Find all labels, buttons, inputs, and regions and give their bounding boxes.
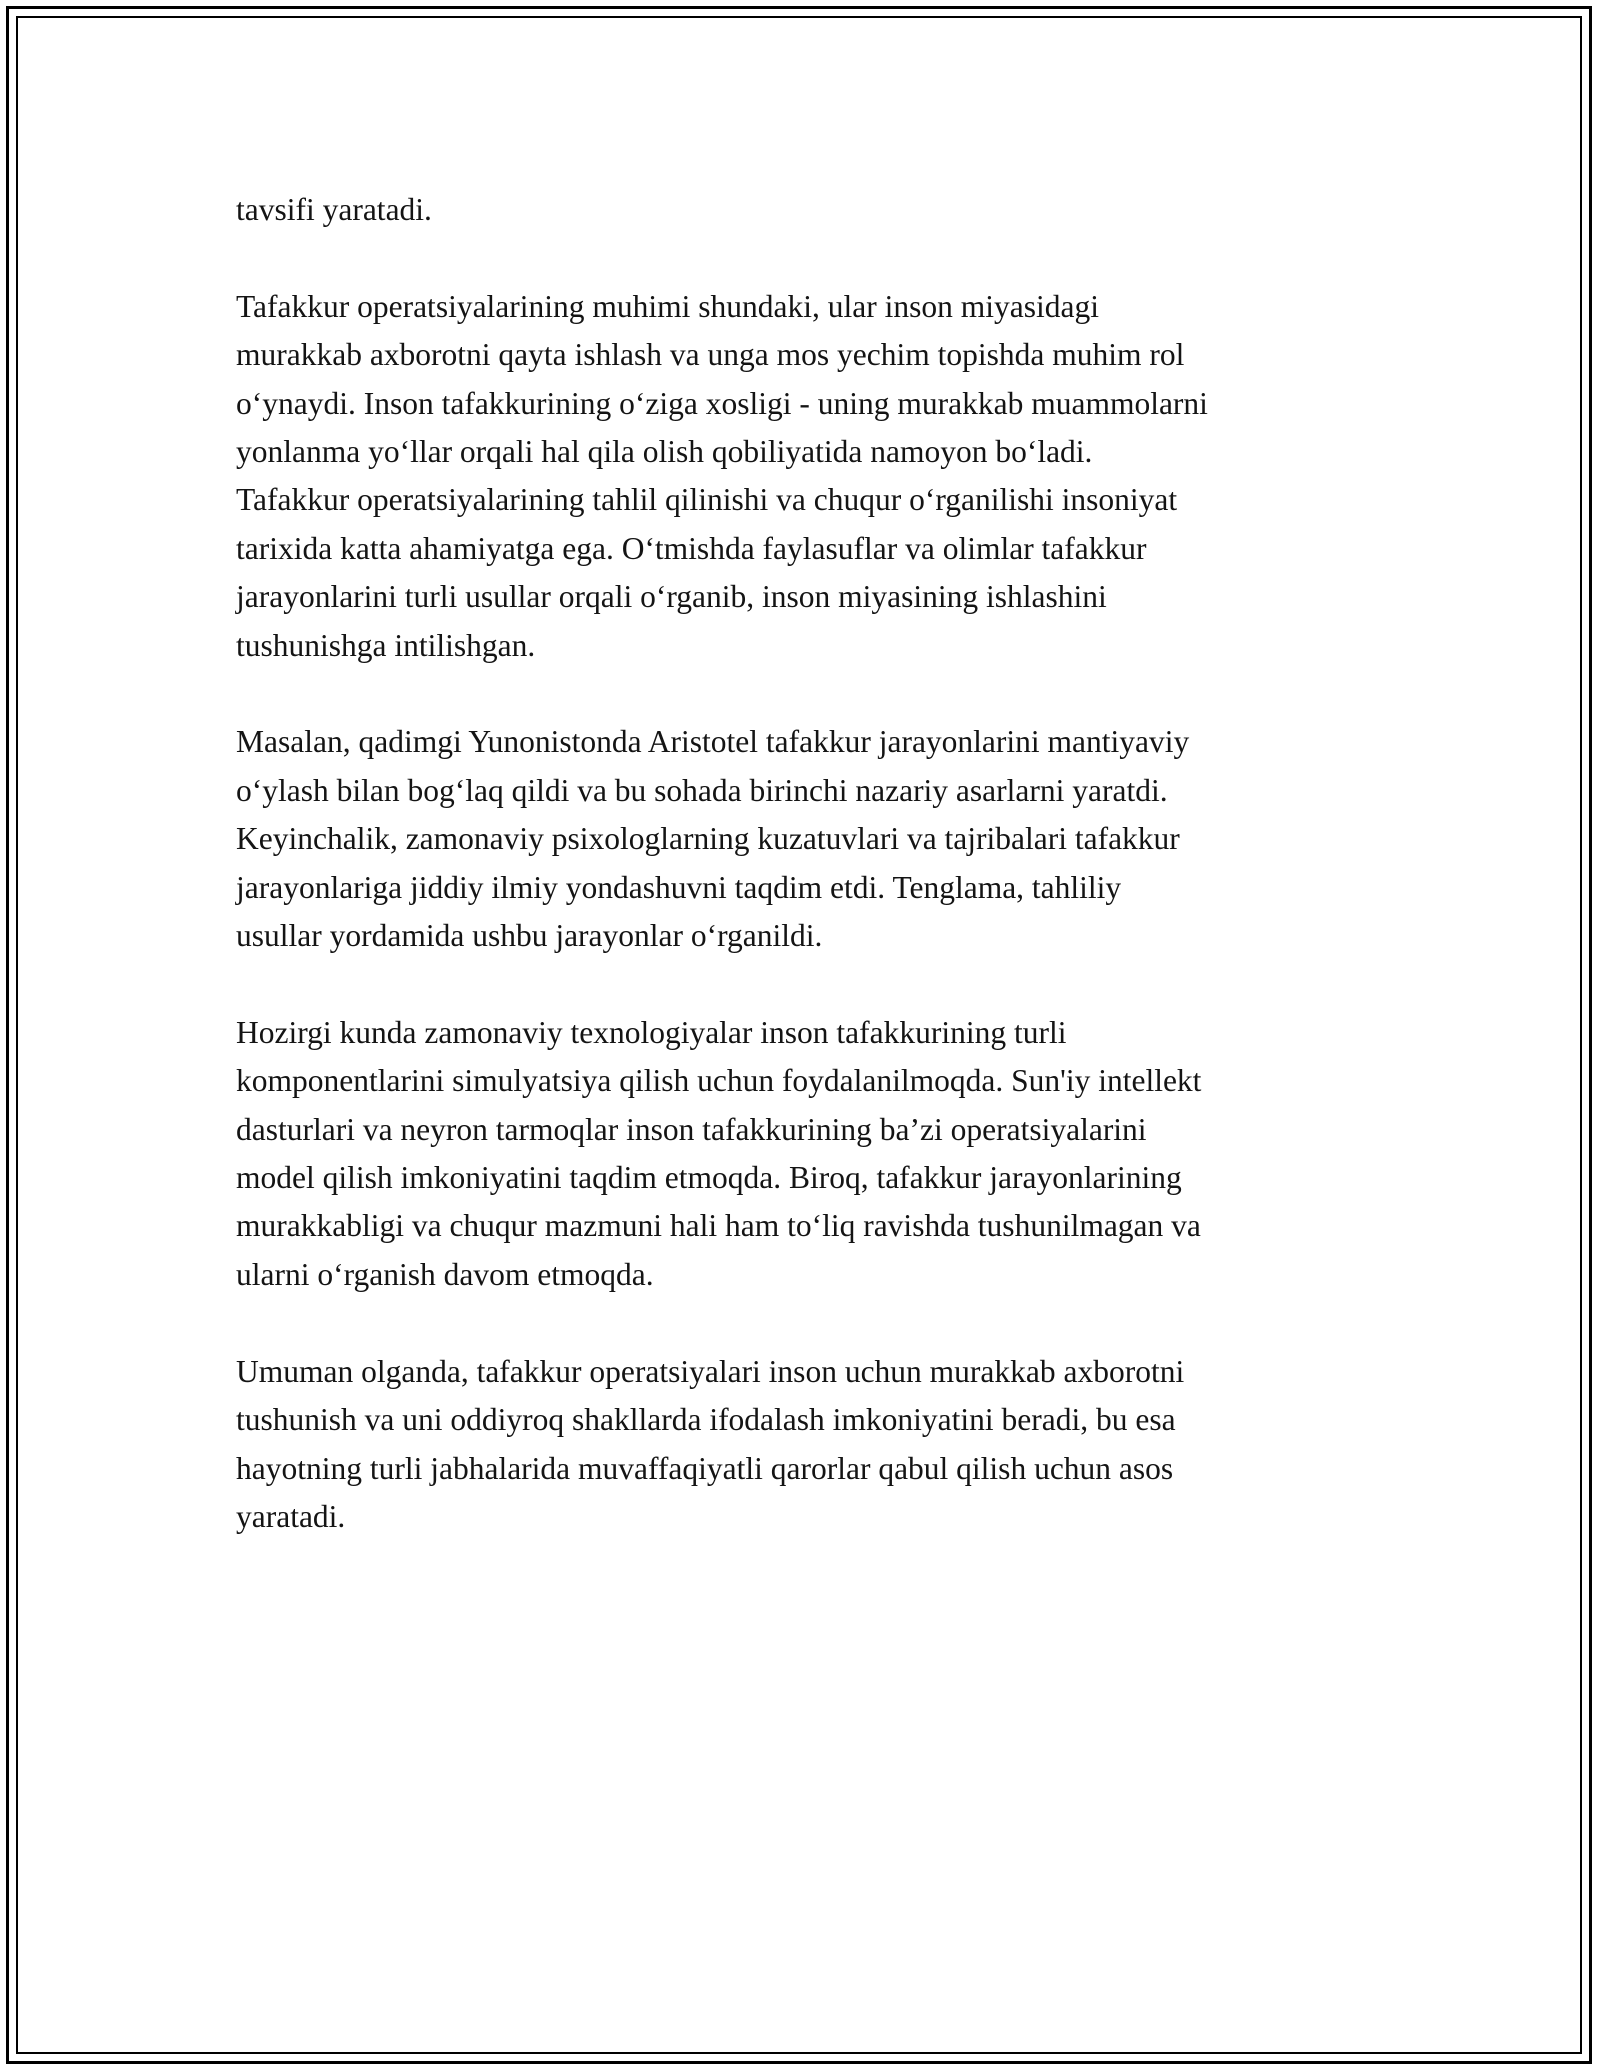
document-body (236, 186, 1376, 1590)
paragraph-conclusion: Umuman olganda, tafakkur operatsiyalari inson uchun murakkab axborotni tushunish va uni oddiyroq shakllarda ifodalash imkoniyatini beradi, bu esa hayotning turli jabhalarida muvaffaqiyatli qarorlar qabul qilish uchun asos yaratadi. (236, 1353, 1185, 1534)
paragraph-modern-technology: Hozirgi kunda zamonaviy texnologiyalar inson tafakkurining turli komponentlarini simulyatsiya qilish uchun foydalanilmoqda. Sun'iy intellekt dasturlari va neyron tarmoqlar inson tafakkurining ba’zi operatsiyalarini model qilish imkoniyatini taqdim etmoqda. Biroq, tafakkur jarayonlarining murakkabligi va chuqur mazmuni hali ham to‘liq ravishda tushunilmagan va ularni o‘rganish davom etmoqda. (236, 1014, 1202, 1292)
paragraph-continuation: tavsifi yaratadi. (236, 192, 432, 227)
paragraph-aristotle-history: Masalan, qadimgi Yunonistonda Aristotel tafakkur jarayonlarini mantiyaviy o‘ylash bilan bog‘laq qildi va bu sohada birinchi nazariy asarlarni yaratdi. Keyinchalik, zamonaviy psixologlarning kuzatuvlari va tajribalari tafakkur jarayonlariga jiddiy ilmiy yondashuvni taqdim etdi. Tenglama, tahliliy usullar yordamida ushbu jarayonlar o‘rganildi. (236, 724, 1190, 954)
paragraph-thinking-operations: Tafakkur operatsiyalarining muhimi shundaki, ular inson miyasidagi murakkab axborotni qayta ishlash va unga mos yechim topishda muhim rol o‘ynaydi. Inson tafakkurining o‘ziga xosligi - uning murakkab muammolarni yonlanma yo‘llar orqali hal qila olish qobiliyatida namoyon bo‘ladi. Tafakkur operatsiyalarining tahlil qilinishi va chuqur o‘rganilishi insoniyat tarixida katta ahamiyatga ega. O‘tmishda faylasuflar va olimlar tafakkur jarayonlarini turli usullar orqali o‘rganib, inson miyasining ishlashini tushunishga intilishgan. (236, 288, 1208, 663)
